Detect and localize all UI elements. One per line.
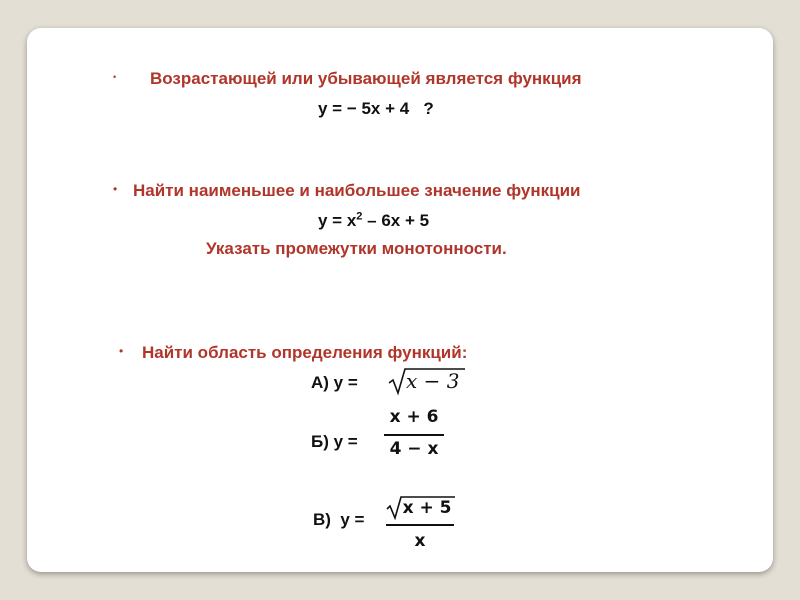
item3-b-numerator: x + 6 — [389, 407, 439, 427]
bullet-3: • — [119, 344, 124, 358]
item1-formula: у = − 5х + 4 ? — [318, 99, 434, 118]
item3-c-label: В) у = — [313, 510, 365, 529]
item3-c-fraction-bar — [386, 524, 454, 526]
item3-b-label: Б) у = — [311, 432, 358, 451]
item3-a-label: А) у = — [311, 373, 358, 392]
item3-c-numerator: x + 5 — [402, 498, 452, 518]
item1-text: Возрастающей или убывающей является функция — [150, 69, 582, 88]
item2-text: Найти наименьшее и наибольшее значение функции — [133, 181, 581, 200]
bullet-2: • — [113, 182, 118, 196]
item3-text: Найти область определения функций: — [142, 343, 468, 362]
item3-c-denominator: x — [414, 531, 426, 551]
item2-formula-base: у = х — [318, 211, 357, 230]
item2-subtext: Указать промежутки монотонности. — [206, 239, 507, 258]
item2-formula-rest: – 6х + 5 — [362, 211, 430, 230]
bullet-1: • — [113, 72, 117, 82]
item3-b-fraction-bar — [384, 434, 444, 436]
item3-b-denominator: 4 − x — [389, 439, 439, 459]
item2-formula — [318, 212, 429, 229]
item3-a-radicand: x − 3 — [406, 369, 460, 393]
item2-formula-exp: 2 — [356, 210, 363, 223]
